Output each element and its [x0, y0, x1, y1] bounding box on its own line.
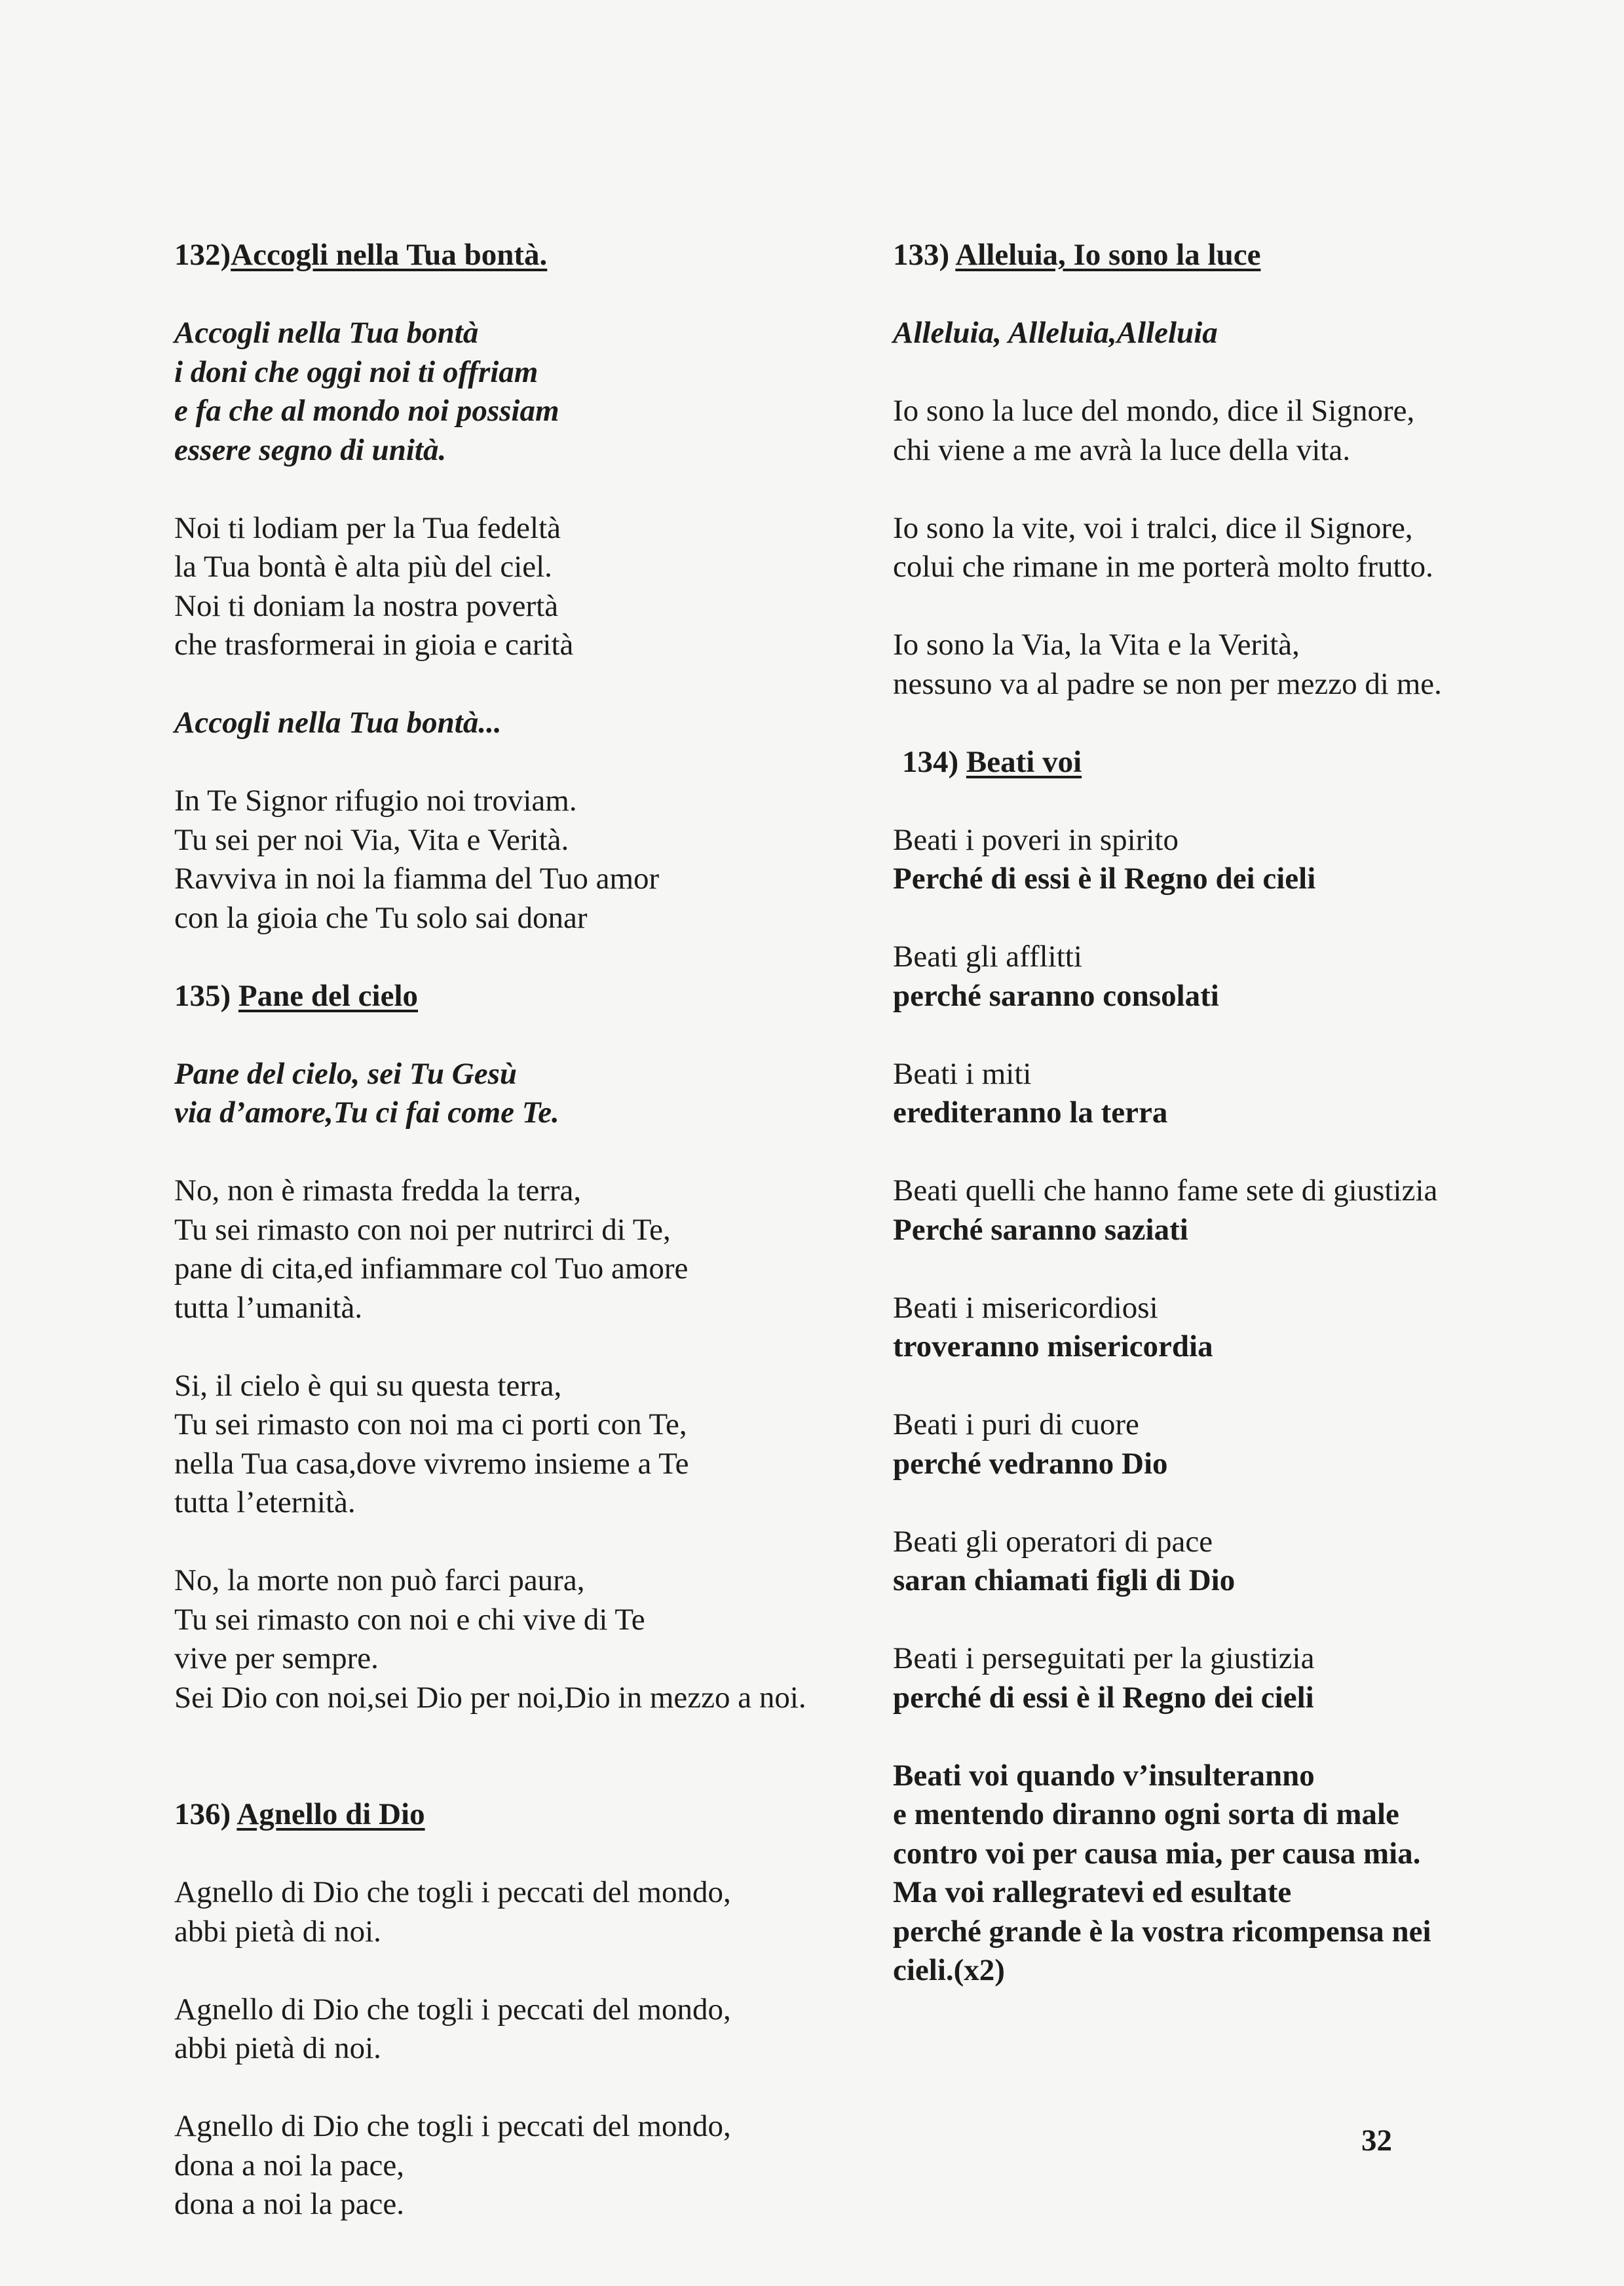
- beatitude-response: perché di essi è il Regno dei cieli: [893, 1680, 1314, 1715]
- beatitude: Beati gli operatori di pace saran chiamati figli di Dio: [893, 1523, 1548, 1601]
- beatitude-response: Perché di essi è il Regno dei cieli: [893, 862, 1316, 896]
- song-title: Agnello di Dio: [236, 1797, 425, 1831]
- refrain: Pane del cielo, sei Tu Gesù via d’amore,Tu ci fai come Te.: [174, 1056, 559, 1130]
- page-number: 32: [1361, 2124, 1392, 2158]
- beatitude: Beati i miti erediteranno la terra: [893, 1055, 1548, 1133]
- song-heading: 134) Beati voi: [902, 744, 1082, 779]
- beatitude-response: perché vedranno Dio: [893, 1446, 1168, 1481]
- song-heading: 136) Agnello di Dio: [174, 1797, 425, 1831]
- beatitude: Beati i poveri in spirito Perché di essi è il Regno dei cieli: [893, 821, 1548, 899]
- song-title: Alleluia, Io sono la luce: [955, 238, 1261, 272]
- song-132: [174, 236, 869, 938]
- beatitude: Beati i misericordiosi troveranno misericordia: [893, 1289, 1548, 1367]
- refrain-repeat: Accogli nella Tua bontà...: [174, 706, 502, 740]
- song-heading: 133) Alleluia, Io sono la luce: [893, 238, 1261, 272]
- verse: Io sono la Via, la Vita e la Verità, nessuno va al padre se non per mezzo di me.: [893, 628, 1442, 701]
- beatitude-response: erediteranno la terra: [893, 1095, 1168, 1130]
- verse: Agnello di Dio che togli i peccati del mondo, abbi pietà di noi.: [174, 1992, 731, 2065]
- song-136: [174, 1795, 869, 2224]
- song-title: Beati voi: [966, 744, 1082, 779]
- refrain: Alleluia, Alleluia,Alleluia: [893, 316, 1218, 350]
- verse: No, la morte non può farci paura, Tu sei rimasto con noi e chi vive di Te vive per sempre. Sei Dio con noi,sei Dio per noi,Dio in mezzo a noi.: [174, 1563, 806, 1715]
- beatitude: Beati i perseguitati per la giustizia perché di essi è il Regno dei cieli: [893, 1639, 1548, 1717]
- song-heading: 132)Accogli nella Tua bontà.: [174, 238, 548, 272]
- verse: Si, il cielo è qui su questa terra, Tu sei rimasto con noi ma ci porti con Te, nella Tua casa,dove vivremo insieme a Te tutta l’eternità.: [174, 1368, 689, 1519]
- song-title: Pane del cielo: [238, 978, 419, 1013]
- verse: Io sono la vite, voi i tralci, dice il Signore, colui che rimane in me porterà molto frutto.: [893, 510, 1433, 584]
- song-134: [893, 743, 1548, 1991]
- song-heading: 135) Pane del cielo: [174, 978, 419, 1013]
- verse: In Te Signor rifugio noi troviam. Tu sei per noi Via, Vita e Verità. Ravviva in noi la fiamma del Tuo amor con la gioia che Tu solo sai donar: [174, 784, 660, 935]
- left-column: [174, 236, 869, 2224]
- verse: Noi ti lodiam per la Tua fedeltà la Tua bontà è alta più del ciel. Noi ti doniam la nostra povertà che trasformerai in gioia e carità: [174, 510, 574, 662]
- song-135: [174, 977, 869, 1718]
- verse: Agnello di Dio che togli i peccati del mondo, abbi pietà di noi.: [174, 1875, 731, 1949]
- verse: No, non è rimasta fredda la terra, Tu sei rimasto con noi per nutrirci di Te, pane di cita,ed infiammare col Tuo amore tutta l’umanità.: [174, 1173, 689, 1325]
- beatitude: Beati quelli che hanno fame sete di giustizia Perché saranno saziati: [893, 1172, 1548, 1249]
- song-title: Accogli nella Tua bontà.: [231, 238, 548, 272]
- beatitude-response: troveranno misericordia: [893, 1329, 1213, 1363]
- verse: Agnello di Dio che togli i peccati del mondo, dona a noi la pace, dona a noi la pace.: [174, 2109, 731, 2221]
- beatitude-response: perché saranno consolati: [893, 978, 1219, 1013]
- finale: Beati voi quando v’insulteranno e mentendo diranno ogni sorta di male contro voi per causa mia, per causa mia. Ma voi rallegratevi ed esultate perché grande è la vostra ricompensa nei cieli.(x2): [893, 1758, 1431, 1987]
- refrain: Accogli nella Tua bontà i doni che oggi noi ti offriam e fa che al mondo noi possiam essere segno di unità.: [174, 316, 559, 467]
- song-133: [893, 236, 1548, 704]
- beatitude-response: saran chiamati figli di Dio: [893, 1563, 1236, 1597]
- beatitude-response: Perché saranno saziati: [893, 1212, 1188, 1247]
- beatitude: Beati gli afflitti perché saranno consolati: [893, 938, 1548, 1016]
- right-column: [893, 236, 1548, 1991]
- verse: Io sono la luce del mondo, dice il Signore, chi viene a me avrà la luce della vita.: [893, 394, 1415, 467]
- beatitude: Beati i puri di cuore perché vedranno Dio: [893, 1405, 1548, 1483]
